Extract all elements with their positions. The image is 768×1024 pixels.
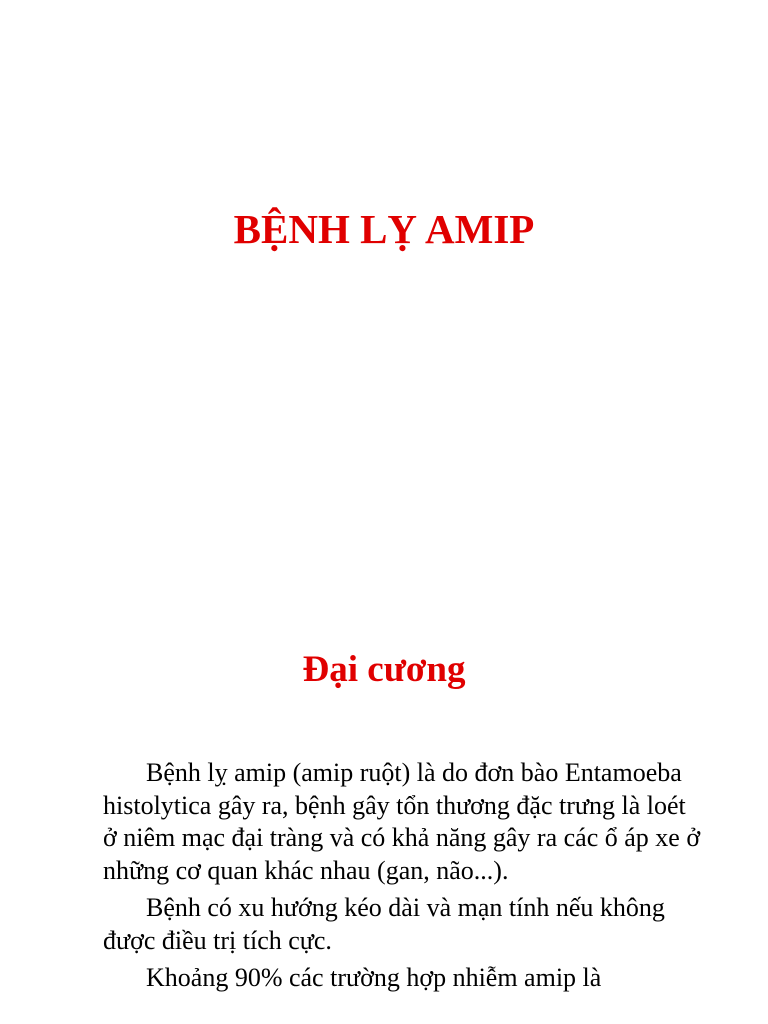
paragraph: Khoảng 90% các trường hợp nhiễm amip là — [146, 963, 602, 992]
body-text — [103, 757, 703, 1000]
paragraph: Bệnh có xu hướng kéo dài và mạn tính nếu không được điều trị tích cực. — [103, 893, 665, 955]
paragraph: Bệnh lỵ amip (amip ruột) là do đơn bào Entamoeba histolytica gây ra, bệnh gây tổn thương đặc trưng là loét ở niêm mạc đại tràng và có khả năng gây ra các ổ áp xe ở những cơ quan khác nhau (gan, não...). — [103, 758, 701, 885]
section-heading: Đại cương — [302, 649, 466, 690]
document-title: BỆNH LỴ AMIP — [233, 206, 535, 252]
